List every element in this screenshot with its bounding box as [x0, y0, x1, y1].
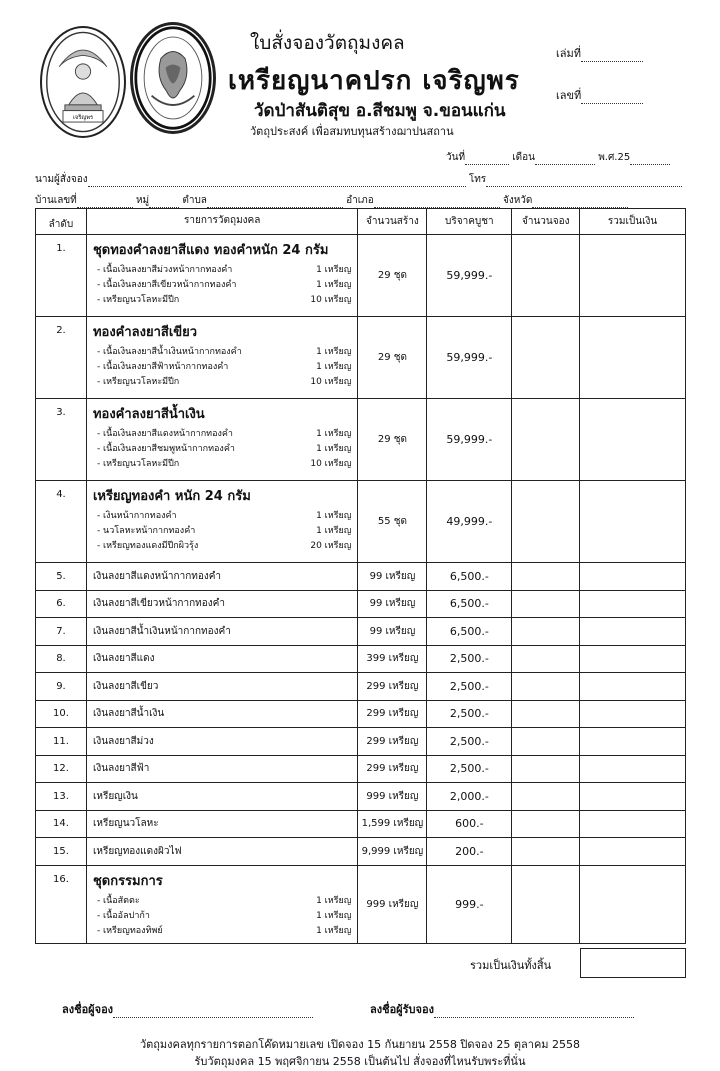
province-field[interactable]: [532, 196, 628, 208]
item-cell: [86, 865, 358, 943]
quantity-made: 29 ชุด: [358, 317, 427, 399]
purpose-text: วัตถุประสงค์ เพื่อสมทบทุนสร้างฌาปนสถาน: [250, 125, 454, 138]
name-field[interactable]: [88, 175, 466, 187]
header-donation: บริจาคบูชา: [427, 209, 512, 235]
house-field[interactable]: [77, 196, 133, 208]
set-component: [93, 427, 352, 442]
item-row: [36, 838, 686, 866]
booked-quantity-input[interactable]: [512, 399, 580, 481]
set-component: [93, 442, 352, 457]
component-name: - เหรียญทองทิพย์: [96, 925, 163, 936]
booked-quantity-input[interactable]: [512, 728, 580, 756]
component-count: 1 เหรียญ: [316, 280, 352, 290]
component-count: 1 เหรียญ: [316, 362, 352, 372]
set-row: [36, 481, 686, 563]
row-number: 10.: [36, 700, 87, 728]
row-number: 16.: [36, 865, 87, 943]
item-name: เงินลงยาสีแดงหน้ากากทองคำ: [86, 563, 358, 591]
set-title: ชุดทองคำลงยาสีแดง ทองคำหนัก 24 กรัม: [92, 243, 329, 258]
row-total-input[interactable]: [580, 563, 686, 591]
orderer-signature-label: ลงชื่อผู้จอง: [62, 1003, 114, 1016]
component-count: 1 เหรียญ: [316, 925, 352, 936]
component-name: - เนื้อเงินลงยาสีเขียวหน้ากากทองคำ: [96, 280, 237, 290]
donation-price: 999.-: [427, 865, 512, 943]
booked-quantity-input[interactable]: [512, 481, 580, 563]
item-cell: [86, 399, 358, 481]
form-title: ใบสั่งจองวัตถุมงคล: [250, 32, 405, 54]
quantity-made: 99 เหรียญ: [358, 618, 427, 646]
quantity-made: 99 เหรียญ: [358, 563, 427, 591]
component-name: - เงินหน้ากากทองคำ: [96, 511, 177, 521]
year-label: พ.ศ.25: [598, 152, 631, 163]
donation-price: 2,500.-: [427, 728, 512, 756]
item-name: เงินลงยาสีน้ำเงินหน้ากากทองคำ: [86, 618, 358, 646]
set-title: ชุดกรรมการ: [92, 873, 163, 889]
row-number: 8.: [36, 645, 87, 673]
item-name: เงินลงยาสีเขียว: [86, 673, 358, 701]
component-name: - เนื้ออัลปาก้า: [96, 910, 150, 921]
set-component: [93, 375, 352, 390]
date-row: [446, 150, 670, 165]
set-component: [93, 894, 352, 909]
set-title: เหรียญทองคำ หนัก 24 กรัม: [92, 489, 251, 504]
quantity-made: 399 เหรียญ: [358, 645, 427, 673]
set-component: [93, 263, 352, 278]
date-field[interactable]: [465, 153, 509, 165]
component-name: - เนื้อสัตตะ: [96, 895, 140, 906]
row-total-input[interactable]: [580, 755, 686, 783]
name-row: [35, 172, 682, 187]
booked-quantity-input[interactable]: [512, 618, 580, 646]
component-name: - เหรียญทองแดงมีปีกผิวรุ้ง: [96, 541, 199, 551]
row-total-input[interactable]: [580, 645, 686, 673]
row-total-input[interactable]: [580, 317, 686, 399]
form-number-field[interactable]: [556, 86, 643, 104]
set-title: ทองคำลงยาสีน้ำเงิน: [92, 407, 205, 422]
component-count: 10 เหรียญ: [310, 295, 352, 305]
booked-quantity-input[interactable]: [512, 673, 580, 701]
quantity-made: 1,599 เหรียญ: [358, 810, 427, 838]
row-number: 12.: [36, 755, 87, 783]
component-count: 1 เหรียญ: [316, 444, 352, 454]
footer-line-2: รับวัตถุมงคล 15 พฤศจิกายน 2558 เป็นต้นไป สั่งจองที่ไหนรับพระที่นั่น: [194, 1055, 526, 1068]
donation-price: 6,500.-: [427, 563, 512, 591]
header-no: ลำดับ: [36, 209, 87, 235]
item-row: [36, 590, 686, 618]
set-component: [93, 909, 352, 924]
donation-price: 2,500.-: [427, 673, 512, 701]
row-total-input[interactable]: [580, 481, 686, 563]
province-label: จังหวัด: [502, 195, 533, 206]
component-name: - เนื้อเงินลงยาสีน้ำเงินหน้ากากทองคำ: [96, 347, 242, 357]
quantity-made: 299 เหรียญ: [358, 700, 427, 728]
set-title: ทองคำลงยาสีเขียว: [92, 325, 198, 340]
item-row: [36, 728, 686, 756]
header-quantity-made: จำนวนสร้าง: [358, 209, 427, 235]
quantity-made: 299 เหรียญ: [358, 755, 427, 783]
donation-price: 2,000.-: [427, 783, 512, 811]
set-component: [93, 293, 352, 308]
item-row: [36, 563, 686, 591]
quantity-made: 99 เหรียญ: [358, 590, 427, 618]
orderer-signature[interactable]: [62, 1000, 313, 1018]
receiver-signature[interactable]: [370, 1000, 634, 1018]
tambon-field[interactable]: [207, 196, 343, 208]
phone-field[interactable]: [486, 175, 682, 187]
row-total-input[interactable]: [580, 673, 686, 701]
month-field[interactable]: [535, 153, 595, 165]
donation-price: 6,500.-: [427, 590, 512, 618]
quantity-made: 999 เหรียญ: [358, 783, 427, 811]
booked-quantity-input[interactable]: [512, 810, 580, 838]
booked-quantity-input[interactable]: [512, 590, 580, 618]
name-label: นามผู้สั่งจอง: [35, 174, 88, 185]
house-label: บ้านเลขที่: [35, 195, 77, 206]
item-row: [36, 618, 686, 646]
component-name: - เนื้อเงินลงยาสีม่วงหน้ากากทองคำ: [96, 265, 233, 275]
phone-label: โทร: [468, 174, 487, 185]
booked-quantity-input[interactable]: [512, 838, 580, 866]
medal-caption: เจริญพร: [72, 115, 94, 122]
receiver-signature-label: ลงชื่อผู้รับจอง: [370, 1003, 434, 1016]
row-total-input[interactable]: [580, 810, 686, 838]
component-count: 1 เหรียญ: [316, 895, 352, 906]
address-row: [35, 193, 628, 208]
row-number: 3.: [36, 399, 87, 481]
component-name: - เนื้อเงินลงยาสีชมพูหน้ากากทองคำ: [96, 444, 235, 454]
form-number-label: เลขที่: [556, 89, 582, 102]
month-label: เดือน: [512, 152, 535, 163]
quantity-made: 299 เหรียญ: [358, 728, 427, 756]
booked-quantity-input[interactable]: [512, 865, 580, 943]
donation-price: 600.-: [427, 810, 512, 838]
quantity-made: 9,999 เหรียญ: [358, 838, 427, 866]
set-component: [93, 524, 352, 539]
donation-price: 59,999.-: [427, 317, 512, 399]
amphoe-label: อำเภอ: [346, 195, 374, 206]
set-component: [93, 360, 352, 375]
row-number: 6.: [36, 590, 87, 618]
yantra-medal-icon: [133, 25, 213, 131]
header-booked: จำนวนจอง: [512, 209, 580, 235]
donation-price: 200.-: [427, 838, 512, 866]
item-name: เงินลงยาสีแดง: [86, 645, 358, 673]
set-row: [36, 317, 686, 399]
row-number: 4.: [36, 481, 87, 563]
booked-quantity-input[interactable]: [512, 317, 580, 399]
table-header-row: [36, 209, 686, 235]
book-number-label: เล่มที่: [556, 47, 582, 60]
booked-quantity-input[interactable]: [512, 235, 580, 317]
item-row: [36, 810, 686, 838]
component-count: 1 เหรียญ: [316, 347, 352, 357]
component-count: 1 เหรียญ: [316, 429, 352, 439]
component-name: - เนื้อเงินลงยาสีฟ้าหน้ากากทองคำ: [96, 362, 229, 372]
quantity-made: 55 ชุด: [358, 481, 427, 563]
quantity-made: 299 เหรียญ: [358, 673, 427, 701]
medal-back-image: [130, 22, 216, 134]
row-total-input[interactable]: [580, 590, 686, 618]
header-total: รวมเป็นเงิน: [580, 209, 686, 235]
order-table: [35, 208, 686, 944]
booked-quantity-input[interactable]: [512, 783, 580, 811]
set-row: [36, 399, 686, 481]
component-count: 20 เหรียญ: [310, 541, 352, 551]
row-number: 13.: [36, 783, 87, 811]
quantity-made: 29 ชุด: [358, 399, 427, 481]
row-number: 9.: [36, 673, 87, 701]
booked-quantity-input[interactable]: [512, 563, 580, 591]
booked-quantity-input[interactable]: [512, 755, 580, 783]
donation-price: 49,999.-: [427, 481, 512, 563]
component-name: - เหรียญนวโลหะมีปีก: [96, 295, 180, 305]
committee-set-row: [36, 865, 686, 943]
item-cell: [86, 481, 358, 563]
row-number: 11.: [36, 728, 87, 756]
footer-line-1: วัตถุมงคลทุกรายการตอกโค๊ดหมายเลข เปิดจอง 15 กันยายน 2558 ปิดจอง 25 ตุลาคม 2558: [139, 1038, 581, 1051]
row-number: 7.: [36, 618, 87, 646]
set-component: [93, 278, 352, 293]
item-row: [36, 755, 686, 783]
item-name: เหรียญนวโลหะ: [86, 810, 358, 838]
medal-name-title: เหรียญนาคปรก เจริญพร: [228, 66, 520, 96]
item-row: [36, 700, 686, 728]
row-number: 15.: [36, 838, 87, 866]
item-row: [36, 645, 686, 673]
component-count: 1 เหรียญ: [316, 265, 352, 275]
tambon-label: ตำบล: [182, 195, 207, 206]
row-total-input[interactable]: [580, 865, 686, 943]
moo-field[interactable]: [149, 196, 179, 208]
row-total-input[interactable]: [580, 783, 686, 811]
component-count: 10 เหรียญ: [310, 459, 352, 469]
component-name: - เหรียญนวโลหะมีปีก: [96, 459, 180, 469]
item-name: เงินลงยาสีน้ำเงิน: [86, 700, 358, 728]
year-field[interactable]: [630, 153, 670, 165]
amphoe-field[interactable]: [374, 196, 500, 208]
component-count: 1 เหรียญ: [316, 511, 352, 521]
donation-price: 59,999.-: [427, 399, 512, 481]
set-component: [93, 509, 352, 524]
temple-name: วัดป่าสันติสุข อ.สีชมพู จ.ขอนแก่น: [254, 101, 506, 121]
component-name: - เนื้อเงินลงยาสีแดงหน้ากากทองคำ: [96, 429, 233, 439]
component-count: 1 เหรียญ: [316, 910, 352, 921]
set-component: [93, 924, 352, 939]
component-name: - เหรียญนวโลหะมีปีก: [96, 377, 180, 387]
set-component: [93, 539, 352, 554]
set-component: [93, 457, 352, 472]
row-number: 1.: [36, 235, 87, 317]
item-name: เหรียญเงิน: [86, 783, 358, 811]
row-total-input[interactable]: [580, 700, 686, 728]
item-name: เงินลงยาสีม่วง: [86, 728, 358, 756]
book-number-field[interactable]: [556, 44, 643, 62]
donation-price: 6,500.-: [427, 618, 512, 646]
donation-price: 2,500.-: [427, 700, 512, 728]
item-row: [36, 783, 686, 811]
donation-price: 2,500.-: [427, 755, 512, 783]
item-row: [36, 673, 686, 701]
quantity-made: 29 ชุด: [358, 235, 427, 317]
row-total-input[interactable]: [580, 838, 686, 866]
medal-front-image: [40, 26, 126, 138]
grand-total-field[interactable]: [580, 948, 686, 978]
row-number: 5.: [36, 563, 87, 591]
quantity-made: 999 เหรียญ: [358, 865, 427, 943]
row-total-input[interactable]: [580, 235, 686, 317]
item-name: เงินลงยาสีเขียวหน้ากากทองคำ: [86, 590, 358, 618]
row-total-input[interactable]: [580, 728, 686, 756]
donation-price: 59,999.-: [427, 235, 512, 317]
row-total-input[interactable]: [580, 618, 686, 646]
component-name: - นวโลหะหน้ากากทองคำ: [96, 526, 196, 536]
component-count: 10 เหรียญ: [310, 377, 352, 387]
row-total-input[interactable]: [580, 399, 686, 481]
donation-price: 2,500.-: [427, 645, 512, 673]
item-cell: [86, 235, 358, 317]
booked-quantity-input[interactable]: [512, 700, 580, 728]
item-name: เหรียญทองแดงผิวไฟ: [86, 838, 358, 866]
item-cell: [86, 317, 358, 399]
row-number: 14.: [36, 810, 87, 838]
set-row: [36, 235, 686, 317]
header-item: รายการวัตถุมงคล: [86, 209, 358, 235]
row-number: 2.: [36, 317, 87, 399]
buddha-naga-medal-icon: [42, 28, 124, 136]
item-name: เงินลงยาสีฟ้า: [86, 755, 358, 783]
component-count: 1 เหรียญ: [316, 526, 352, 536]
date-label: วันที่: [446, 152, 466, 163]
grand-total-label: รวมเป็นเงินทั้งสิ้น: [470, 959, 552, 972]
set-component: [93, 345, 352, 360]
moo-label: หมู่: [135, 195, 150, 206]
booked-quantity-input[interactable]: [512, 645, 580, 673]
